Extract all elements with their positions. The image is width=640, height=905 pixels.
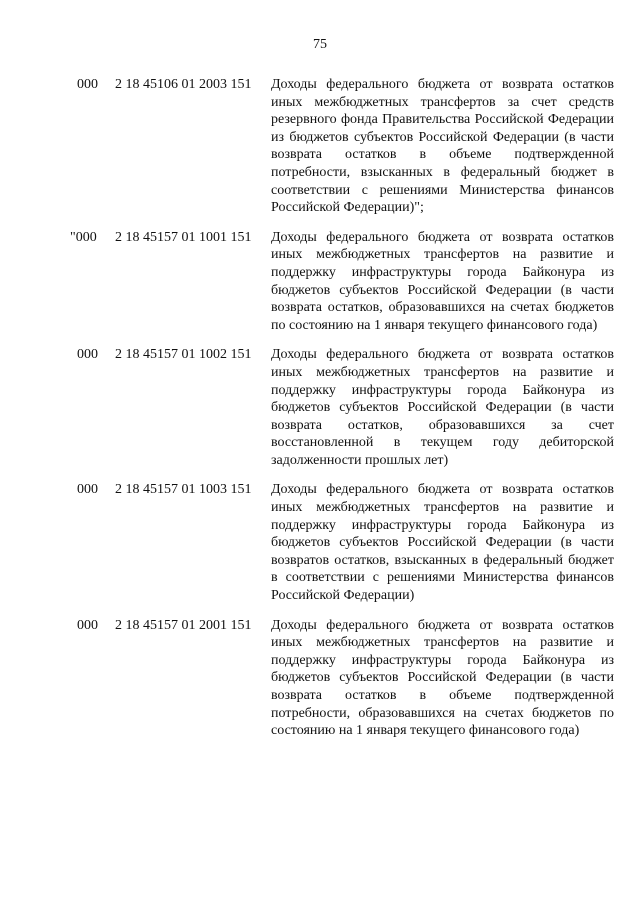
budget-classification-code: 2 18 45157 01 2001 151 bbox=[115, 617, 252, 633]
income-description: Доходы федерального бюджета от возврата остатков иных межбюджетных трансфертов на развитие и поддержку инфраструктуры города Байконура из бюджетов субъектов Российской Федерации (в части возвратов остатков, взысканных в федеральный бюджет в соответствии с решениями Министерства финансов Российской Федерации) bbox=[271, 482, 614, 604]
page-number: 75 bbox=[313, 37, 327, 52]
income-description: Доходы федерального бюджета от возврата остатков иных межбюджетных трансфертов на развитие и поддержку инфраструктуры города Байконура из бюджетов субъектов Российской Федерации (в части возврата остатков в объеме подтвержденной потребности, образовавшихся на счетах бюджетов по состоянию на 1 января текущего финансового года) bbox=[271, 617, 614, 739]
table-row bbox=[0, 481, 640, 604]
admin-code: "000 bbox=[70, 229, 97, 245]
budget-classification-code: 2 18 45106 01 2003 151 bbox=[115, 77, 252, 92]
admin-code: 000 bbox=[77, 347, 98, 363]
admin-code: 000 bbox=[77, 77, 98, 92]
income-description: Доходы федерального бюджета от возврата остатков иных межбюджетных трансфертов на развитие и поддержку инфраструктуры города Байконура из бюджетов субъектов Российской Федерации (в части возврата остатков, образовавшихся на счетах бюджетов по состоянию на 1 января текущего финансового года) bbox=[271, 229, 614, 333]
table-row bbox=[0, 76, 640, 217]
budget-classification-code: 2 18 45157 01 1002 151 bbox=[115, 347, 252, 363]
income-description: Доходы федерального бюджета от возврата остатков иных межбюджетных трансфертов на развитие и поддержку инфраструктуры города Байконура из бюджетов субъектов Российской Федерации (в части возврата остатков, образовавшихся за счет восстановленной в текущем году дебиторской задолженности прошлых лет) bbox=[271, 347, 614, 468]
table-row bbox=[0, 229, 640, 335]
budget-code-table bbox=[0, 76, 640, 752]
income-description: Доходы федерального бюджета от возврата остатков иных межбюджетных трансфертов за счет средств резервного фонда Правительства Российской Федерации из бюджетов субъектов Российской Федерации (в части возврата остатков в объеме подтвержденной потребности, взысканных в федеральный бюджет в соответствии с решениями Министерства финансов Российской Федерации)"; bbox=[271, 77, 614, 216]
table-row bbox=[0, 346, 640, 469]
budget-classification-code: 2 18 45157 01 1003 151 bbox=[115, 482, 252, 498]
budget-classification-code: 2 18 45157 01 1001 151 bbox=[115, 229, 252, 245]
admin-code: 000 bbox=[77, 482, 98, 498]
table-row bbox=[0, 617, 640, 740]
admin-code: 000 bbox=[77, 617, 98, 633]
